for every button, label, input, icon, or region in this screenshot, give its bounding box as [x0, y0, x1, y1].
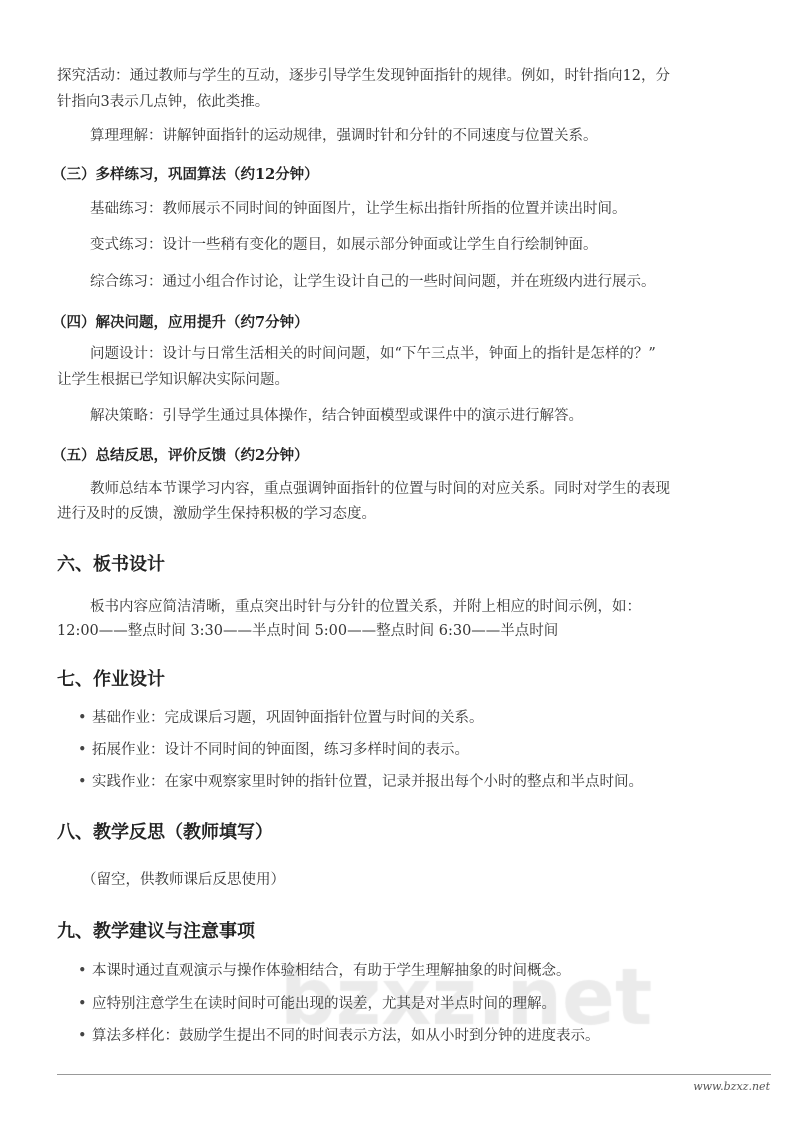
subsection-5-title: （五）总结反思，评价反馈（约2分钟）	[52, 447, 309, 464]
paragraph-comprehensive-practice: 综合练习：通过小组合作讨论，让学生设计自己的一些时间问题，并在班级内进行展示。	[90, 274, 656, 290]
paragraph-strategy: 解决策略：引导学生通过具体操作，结合钟面模型或课件中的演示进行解答。	[90, 408, 583, 424]
section-6-heading: 六、板书设计	[57, 554, 165, 575]
list-item: • 本课时通过直观演示与操作体验相结合，有助于学生理解抽象的时间概念。	[78, 960, 571, 982]
section-9-heading: 九、教学建议与注意事项	[57, 921, 255, 942]
subsection-3-title: （三）多样练习，巩固算法（约12分钟）	[52, 166, 319, 183]
paragraph-problem-design: 问题设计：设计与日常生活相关的时间问题，如“下午三点半，钟面上的指针是怎样的？”	[90, 346, 656, 362]
list-item: • 基础作业：完成课后习题，巩固钟面指针位置与时间的关系。	[78, 707, 484, 729]
subsection-4-title: （四）解决问题，应用提升（约7分钟）	[52, 314, 309, 331]
paragraph-basic-practice: 基础练习：教师展示不同时间的钟面图片，让学生标出指针所指的位置并读出时间。	[90, 201, 627, 217]
paragraph-variant-practice: 变式练习：设计一些稍有变化的题目，如展示部分钟面或让学生自行绘制钟面。	[90, 237, 598, 253]
paragraph-theory: 算理理解：讲解钟面指针的运动规律，强调时针和分针的不同速度与位置关系。	[90, 128, 598, 144]
paragraph-explore: 探究活动：通过教师与学生的互动，逐步引导学生发现钟面指针的规律。例如，时针指向12，分	[57, 68, 670, 84]
paragraph-board-design: 板书内容应简洁清晰，重点突出时针与分针的位置关系，并附上相应的时间示例，如：	[90, 599, 641, 615]
list-item: • 拓展作业：设计不同时间的钟面图，练习多样时间的表示。	[78, 739, 469, 761]
list-item: • 应特别注意学生在读时间时可能出现的误差，尤其是对半点时间的理解。	[78, 993, 556, 1015]
paragraph-board-examples: 12:00——整点时间 3:30——半点时间 5:00——整点时间 6:30——半点时间	[57, 623, 559, 639]
paragraph-summary: 教师总结本节课学习内容，重点强调钟面指针的位置与时间的对应关系。同时对学生的表现	[90, 481, 670, 497]
paragraph-reflection-note: （留空，供教师课后反思使用）	[82, 872, 285, 888]
paragraph-problem-design-cont: 让学生根据已学知识解决实际问题。	[57, 372, 289, 388]
list-item: • 实践作业：在家中观察家里时钟的指针位置，记录并报出每个小时的整点和半点时间。	[78, 771, 643, 793]
list-item: • 算法多样化：鼓励学生提出不同的时间表示方法，如从小时到分钟的进度表示。	[78, 1025, 600, 1047]
footer-divider	[57, 1074, 771, 1075]
paragraph-explore-cont: 针指向3表示几点钟，依此类推。	[57, 94, 270, 110]
section-7-heading: 七、作业设计	[57, 669, 165, 690]
paragraph-summary-cont: 进行及时的反馈，激励学生保持积极的学习态度。	[57, 506, 376, 522]
footer-url: www.bzxz.net	[693, 1080, 770, 1093]
section-8-heading: 八、教学反思（教师填写）	[57, 822, 273, 843]
